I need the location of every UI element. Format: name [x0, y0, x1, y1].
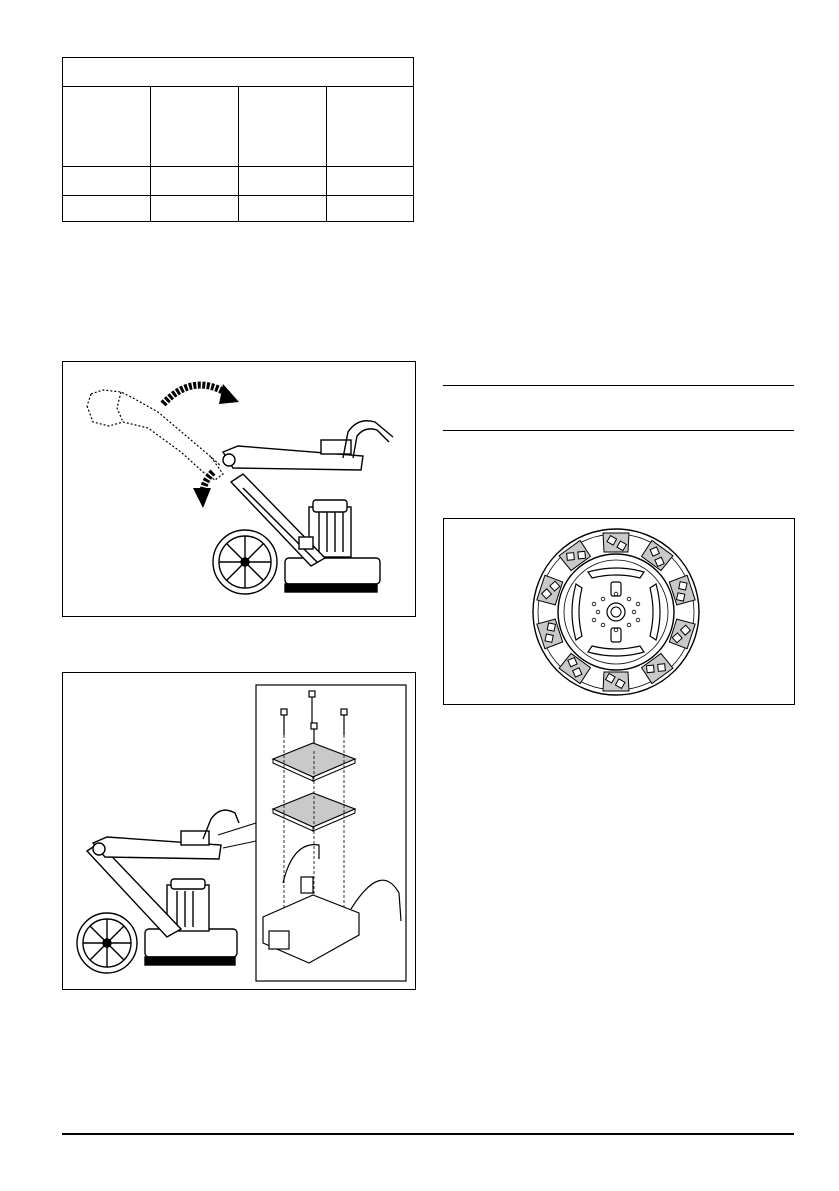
plate-mount-illustration [62, 672, 416, 990]
spec-table-title [63, 58, 413, 87]
footer-rule [62, 1133, 794, 1135]
spec-table [62, 57, 414, 222]
table-column-divider [238, 86, 239, 221]
tilt-illustration [62, 361, 416, 617]
plate-mount-drawing [63, 673, 415, 989]
grinding-disc-drawing [444, 519, 794, 704]
section-rule [443, 430, 794, 431]
machine-tilt-drawing [63, 362, 415, 616]
disc-illustration [443, 518, 795, 705]
section-rule [443, 385, 794, 386]
table-column-divider [326, 86, 327, 221]
table-column-divider [150, 86, 151, 221]
